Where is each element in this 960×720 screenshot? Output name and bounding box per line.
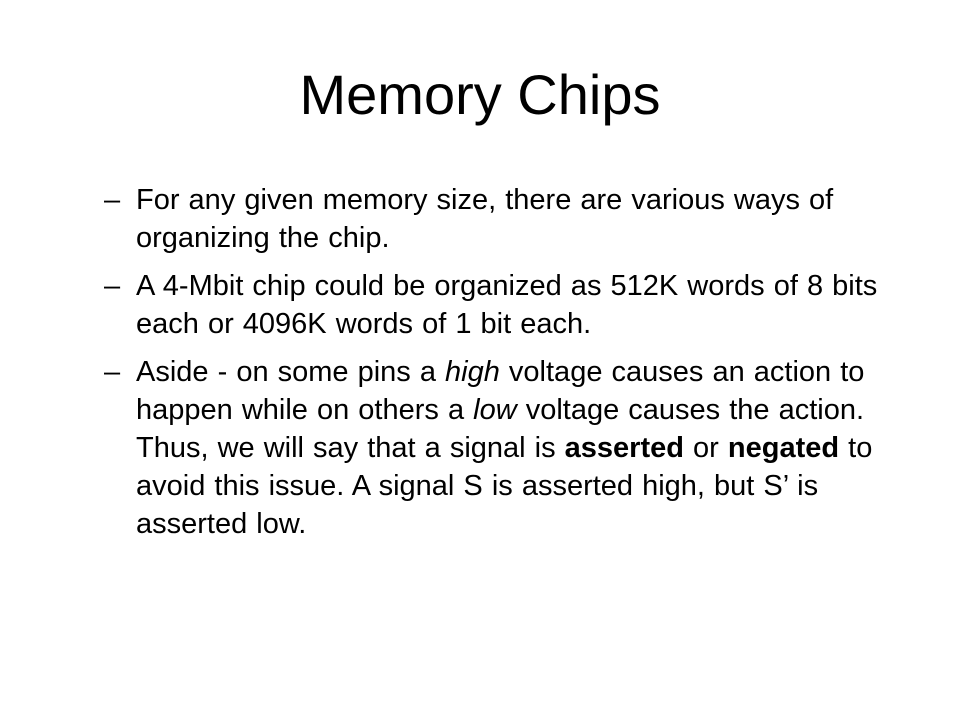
bullet-text: A 4-Mbit chip could be organized as 512K words of 8 bits each or 4096K words of 1 bit each. [136,270,878,340]
emphasis-low: low [473,394,517,426]
bullet-text-segment: Aside - on some pins a [136,356,446,388]
bullet-item [104,181,894,257]
bullet-list [104,181,894,553]
bullet-text-segment: to avoid this issue. A signal S is asserted high, but S’ is asserted low. [136,432,873,540]
dash-marker: – [104,356,121,388]
emphasis-high: high [445,356,500,388]
term-negated: negated [727,432,840,464]
term-asserted: asserted [564,432,684,464]
dash-marker: – [104,270,121,302]
bullet-item [104,353,894,543]
bullet-text-segment: voltage causes the action. Thus, we will say that a signal is [136,394,865,464]
slide-title: Memory Chips [299,63,661,126]
bullet-text: For any given memory size, there are various ways of organizing the chip. [136,184,834,254]
bullet-text-segment: voltage causes an action to happen while on others a [136,356,865,426]
bullet-text-segment: or [683,432,728,464]
bullet-item [104,267,894,343]
dash-marker: – [104,184,121,216]
